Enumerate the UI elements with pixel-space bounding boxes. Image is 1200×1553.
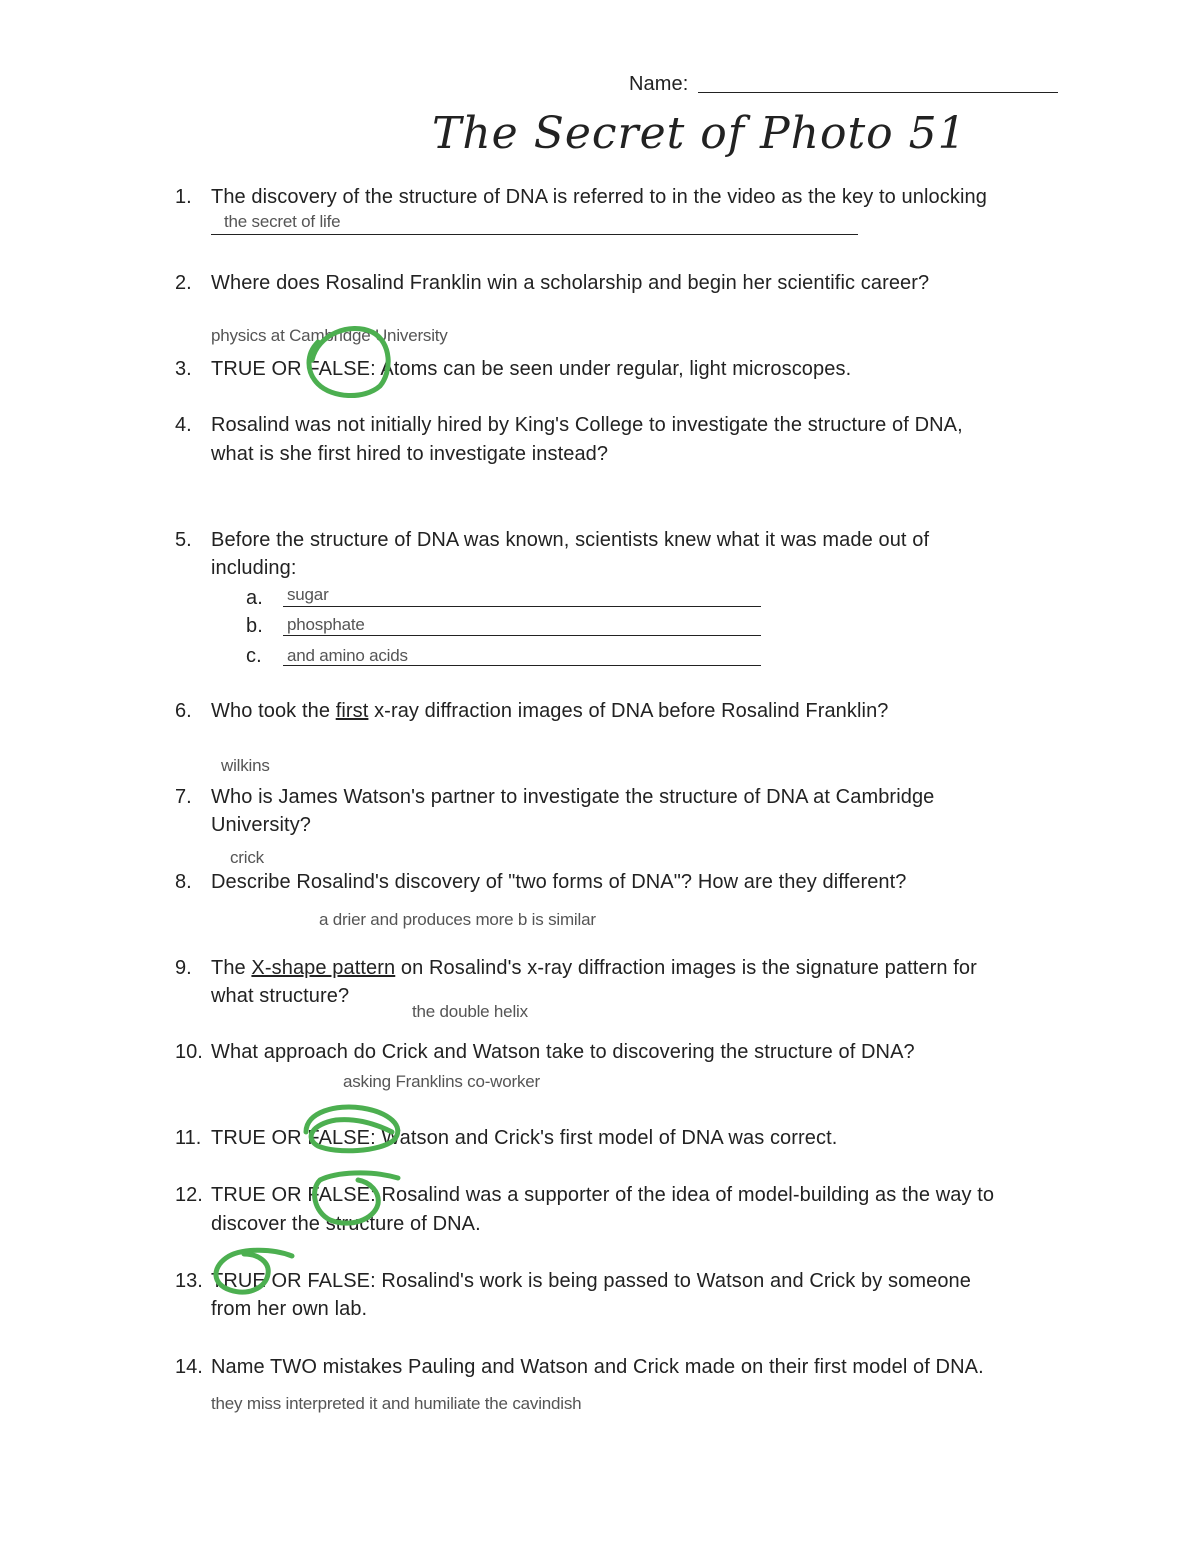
question-3-text: TRUE OR FALSE: Atoms can be seen under regular, light microscopes. bbox=[211, 358, 852, 380]
question-4-line-1: Rosalind was not initially hired by King's College to investigate the structure of DNA, bbox=[211, 414, 963, 436]
answer-14: they miss interpreted it and humiliate the cavindish bbox=[211, 1394, 582, 1413]
question-12-line-1: TRUE OR FALSE: Rosalind was a supporter of the idea of model-building as the way to bbox=[211, 1184, 995, 1206]
question-number: 11. bbox=[175, 1127, 202, 1149]
question-number: 2. bbox=[175, 272, 192, 294]
circle-mark-q13 bbox=[216, 1250, 292, 1292]
question-8-text: Describe Rosalind's discovery of "two forms of DNA"? How are they different? bbox=[211, 871, 907, 893]
circle-mark-q3 bbox=[309, 328, 388, 395]
question-11-text: TRUE OR FALSE: Watson and Crick's first model of DNA was correct. bbox=[211, 1127, 838, 1149]
answer-9: the double helix bbox=[412, 1002, 528, 1021]
circled-choice: FALSE bbox=[307, 1127, 371, 1149]
question-number: 13. bbox=[175, 1270, 203, 1292]
question-5-line-2: including: bbox=[211, 557, 297, 579]
question-4-line-2: what is she first hired to investigate instead? bbox=[211, 443, 609, 465]
answer-7: crick bbox=[230, 848, 264, 867]
question-number: 8. bbox=[175, 871, 192, 893]
item-letter: a. bbox=[246, 587, 263, 609]
question-number: 1. bbox=[175, 186, 192, 208]
question-6-text: Who took the first x-ray diffraction images of DNA before Rosalind Franklin? bbox=[211, 700, 889, 722]
underlined-word: first bbox=[335, 700, 369, 722]
question-number: 12. bbox=[175, 1184, 203, 1206]
answer-8: a drier and produces more b is similar bbox=[319, 910, 596, 929]
answer-1: the secret of life bbox=[224, 212, 341, 231]
question-2-text: Where does Rosalind Franklin win a scholarship and begin her scientific career? bbox=[211, 272, 930, 294]
question-14-text: Name TWO mistakes Pauling and Watson and Crick made on their first model of DNA. bbox=[211, 1356, 984, 1378]
question-9-line-2: what structure? bbox=[211, 985, 350, 1007]
answer-6: wilkins bbox=[221, 756, 270, 775]
question-number: 10. bbox=[175, 1041, 203, 1063]
question-7-line-2: University? bbox=[211, 814, 312, 836]
answer-5b: phosphate bbox=[287, 615, 365, 634]
question-number: 7. bbox=[175, 786, 192, 808]
question-number: 3. bbox=[175, 358, 192, 380]
question-13-line-2: from her own lab. bbox=[211, 1298, 368, 1320]
question-5-line-1: Before the structure of DNA was known, scientists knew what it was made out of bbox=[211, 529, 930, 551]
item-letter: b. bbox=[246, 615, 263, 637]
question-10-text: What approach do Crick and Watson take to discovering the structure of DNA? bbox=[211, 1041, 915, 1063]
answer-5a: sugar bbox=[287, 585, 329, 604]
question-13-line-1: TRUE OR FALSE: Rosalind's work is being passed to Watson and Crick by someone bbox=[211, 1270, 971, 1292]
circled-choice: TRUE bbox=[211, 1270, 266, 1292]
answer-2: physics at Cambridge University bbox=[211, 326, 448, 345]
circle-mark-q12 bbox=[315, 1173, 398, 1223]
question-number: 6. bbox=[175, 700, 192, 722]
question-number: 5. bbox=[175, 529, 192, 551]
question-7-line-1: Who is James Watson's partner to investigate the structure of DNA at Cambridge bbox=[211, 786, 935, 808]
item-letter: c. bbox=[246, 645, 262, 667]
circled-choice: FALSE bbox=[307, 358, 371, 380]
circled-choice: FALSE bbox=[307, 1184, 371, 1206]
question-12-line-2: discover the structure of DNA. bbox=[211, 1213, 481, 1235]
worksheet-title: The Secret of Photo 51 bbox=[432, 108, 967, 159]
underlined-phrase: X-shape pattern bbox=[251, 957, 396, 979]
name-label: Name: bbox=[629, 73, 689, 95]
question-number: 14. bbox=[175, 1356, 203, 1378]
circle-mark-q11 bbox=[306, 1107, 398, 1151]
question-number: 9. bbox=[175, 957, 192, 979]
question-number: 4. bbox=[175, 414, 192, 436]
answer-10: asking Franklins co-worker bbox=[343, 1072, 540, 1091]
question-1-text: The discovery of the structure of DNA is referred to in the video as the key to unlocking bbox=[211, 186, 987, 208]
question-9-line-1: The X-shape pattern on Rosalind's x-ray diffraction images is the signature pattern for bbox=[211, 957, 977, 979]
answer-5c: and amino acids bbox=[287, 646, 408, 665]
